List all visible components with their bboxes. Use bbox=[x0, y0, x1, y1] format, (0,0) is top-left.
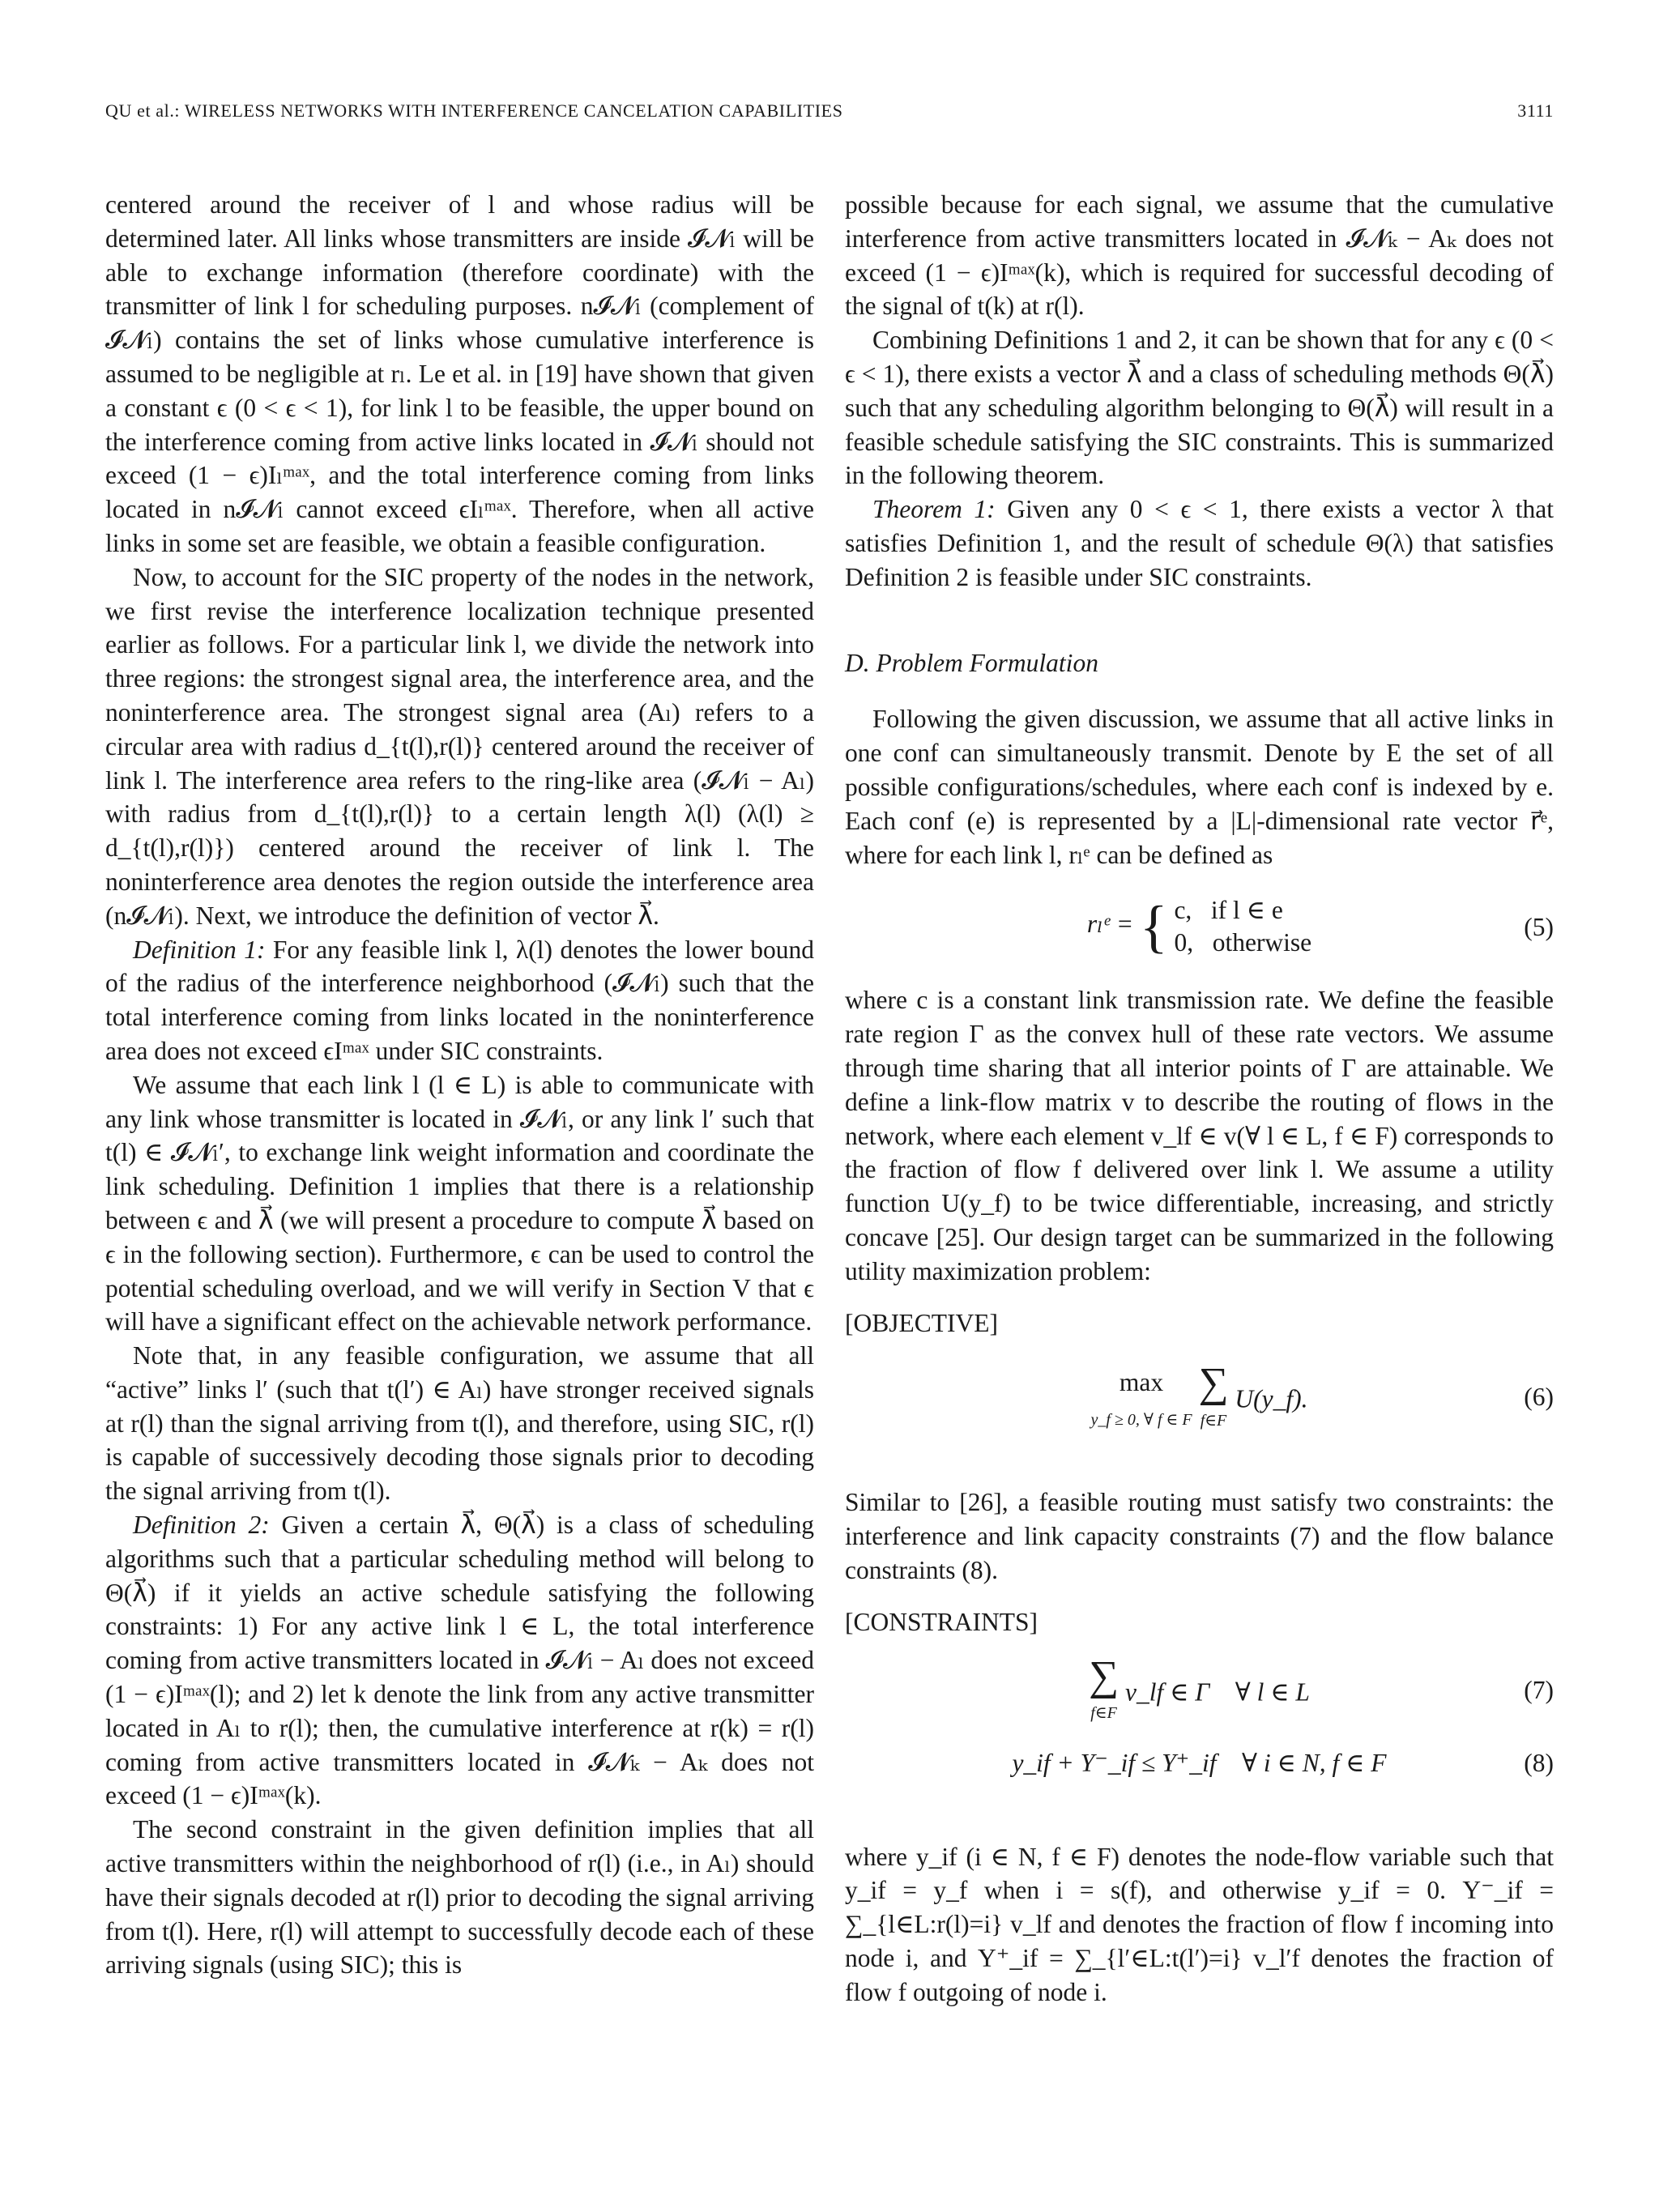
definition-2 bbox=[105, 1508, 814, 1813]
theorem-text: Given any 0 < ϵ < 1, there exists a vector λ that satisfies Definition 1, and the result of schedule Θ(λ) that satisfies Definition 2 is feasible under SIC constraints. bbox=[845, 495, 1554, 591]
equation-number: (8) bbox=[1524, 1748, 1554, 1777]
page-number: 3111 bbox=[1517, 100, 1554, 121]
equation-7 bbox=[845, 1652, 1554, 1738]
equation-number: (7) bbox=[1524, 1675, 1554, 1704]
running-title: QU et al.: WIRELESS NETWORKS WITH INTERFERENCE CANCELATION CAPABILITIES bbox=[105, 100, 843, 121]
definition-text: Given a certain λ⃗, Θ(λ⃗) is a class of scheduling algorithms such that a particular scheduling method will belong to Θ(λ⃗) if it yields an active schedule satisfying the following constraints: 1) For any active link l ∈ L, the total interference coming from active transmitters located in 𝓘𝓝ₗ − Aₗ does not exceed (1 − ϵ)Iᵐᵃˣ(l); and 2) let k denote the link from any active transmitter located in Aₗ to r(l); then, the cumulative interference at r(k) = r(l) coming from active transmitters located in 𝓘𝓝ₖ − Aₖ does not exceed (1 − ϵ)Iᵐᵃˣ(k). bbox=[105, 1511, 814, 1810]
paragraph: Combining Definitions 1 and 2, it can be shown that for any ϵ (0 < ϵ < 1), there exists a vector λ⃗ and a class of scheduling methods Θ(λ⃗) such that any scheduling algorithm belonging to Θ(λ⃗) will result in a feasible schedule satisfying the SIC constraints. This is summarized in the following theorem. bbox=[845, 326, 1554, 490]
running-header bbox=[105, 100, 1554, 130]
equation-number: (6) bbox=[1524, 1383, 1554, 1412]
equation-8 bbox=[845, 1746, 1554, 1782]
paragraph: Now, to account for the SIC property of the nodes in the network, we first revise the interference localization technique presented earlier as follows. For a particular link l, we divide the network into three regions: the strongest signal area, the interference area, and the noninterference area. The strongest signal area (Aₗ) refers to a circular area with radius d_{t(l),r(l)} centered around the receiver of link l. The interference area refers to the ring-like area (𝓘𝓝ₗ − Aₗ) with radius from d_{t(l),r(l)} to a certain length λ(l) (λ(l) ≥ d_{t(l),r(l)}) centered around the receiver of link l. The noninterference area denotes the region outside the interference area (n𝓘𝓝ₗ). Next, we introduce the definition of vector λ⃗. bbox=[105, 562, 814, 930]
definition-text: For any feasible link l, λ(l) denotes the lower bound of the radius of the interference neighborhood (𝓘𝓝ₗ) such that the total interference coming from links located in the noninterference area does not exceed ϵIᵐᵃˣ under SIC constraints. bbox=[105, 935, 815, 1065]
equation-6 bbox=[845, 1360, 1554, 1445]
paragraph: The second constraint in the given definition implies that all active transmitters within the neighborhood of r(l) (i.e., in Aₗ) should have their signals decoded at r(l) prior to decoding the signal arriving from t(l). Here, r(l) will attempt to successfully decode each of these arriving signals (using SIC); this is bbox=[105, 1815, 814, 1980]
sum-symbol: ∑ bbox=[1198, 1360, 1229, 1407]
theorem-label: Theorem 1: bbox=[872, 495, 996, 524]
objective-label: [OBJECTIVE] bbox=[845, 1308, 998, 1337]
equation-lhs: rₗᵉ = bbox=[1086, 910, 1134, 939]
paragraph: where y_if (i ∈ N, f ∈ F) denotes the node-flow variable such that y_if = y_f when i = s(f), and otherwise y_if = 0. Υ⁻_if = ∑_{l∈L:r(l)=i} v_lf and denotes the fraction of flow f incoming into node i, and Υ⁺_if = ∑_{l′∈L:t(l′)=i} v_l′f denotes the fraction of flow f outgoing of node i. bbox=[845, 1842, 1554, 2006]
paragraph: possible because for each signal, we assume that the cumulative interference from active transmitters located in 𝓘𝓝ₖ − Aₖ does not exceed (1 − ϵ)Iᵐᵃˣ(k), which is required for successful decoding of the signal of t(k) at r(l). bbox=[845, 190, 1554, 321]
max-subscript: y_f ≥ 0, ∀ f ∈ F bbox=[1090, 1410, 1192, 1429]
paragraph: Note that, in any feasible configuration, we assume that all “active” links l′ (such that t(l′) ∈ Aₗ) have stronger received signals at r(l) than the signal arriving from t(l), and therefore, using SIC, r(l) is capable of successively decoding those signals prior to decoding the signal arriving from t(l). bbox=[105, 1341, 814, 1506]
paragraph: Similar to [26], a feasible routing must satisfy two constraints: the interference and link capacity constraints (7) and the flow balance constraints (8). bbox=[845, 1488, 1554, 1584]
section-heading: D. Problem Formulation bbox=[845, 648, 1098, 677]
right-column bbox=[845, 188, 1554, 2009]
equation-5 bbox=[845, 894, 1554, 964]
definition-label: Definition 1: bbox=[133, 935, 266, 964]
paragraph: Following the given discussion, we assume that all active links in one conf can simultaneously transmit. Denote by E the set of all possible configurations/schedules, where each conf is indexed by e. Each conf (e) is represented by a |L|-dimensional rate vector r⃗ᵉ, where for each link l, rₗᵉ can be defined as bbox=[845, 705, 1554, 869]
constraints-label: [CONSTRAINTS] bbox=[845, 1607, 1038, 1636]
equation-body: U(y_f). bbox=[1235, 1384, 1308, 1413]
equation-cases: c, if l ∈ e 0, otherwise bbox=[1174, 896, 1312, 957]
equation-number: (5) bbox=[1524, 913, 1554, 942]
definition-1 bbox=[105, 933, 814, 1068]
definition-label: Definition 2: bbox=[133, 1511, 270, 1540]
max-operator: max bbox=[1119, 1367, 1164, 1396]
left-column bbox=[105, 188, 814, 1982]
brace-symbol: { bbox=[1140, 894, 1168, 960]
paragraph: We assume that each link l (l ∈ L) is able to communicate with any link whose transmitter is located in 𝓘𝓝ₗ, or any link l′ such that t(l) ∈ 𝓘𝓝ₗ′, to exchange link weight information and coordinate the link scheduling. Definition 1 implies that there is a relationship between ϵ and λ⃗ (we will present a procedure to compute λ⃗ based on ϵ in the following section). Furthermore, ϵ can be used to control the potential scheduling overload, and we will verify in Section V that ϵ will have a significant effect on the achievable network performance. bbox=[105, 1070, 814, 1336]
equation-body: v_lf ∈ Γ ∀ l ∈ L bbox=[1125, 1677, 1310, 1706]
sum-symbol: ∑ bbox=[1089, 1652, 1120, 1699]
sum-subscript: f∈F bbox=[1090, 1704, 1117, 1723]
equation-body: y_if + Υ⁻_if ≤ Υ⁺_if ∀ i ∈ N, f ∈ F bbox=[1012, 1748, 1387, 1777]
theorem-1 bbox=[845, 492, 1554, 594]
paragraph: where c is a constant link transmission rate. We define the feasible rate region Γ as the convex hull of these rate vectors. We assume through time sharing that all interior points of Γ are attainable. We define a link-flow matrix v to describe the routing of flows in the network, where each element v_lf ∈ v(∀ l ∈ L, f ∈ F) corresponds to the fraction of flow f delivered over link l. We assume a utility function U(y_f) to be twice differentiable, increasing, and strictly concave [25]. Our design target can be summarized in the following utility maximization problem: bbox=[845, 986, 1554, 1285]
sum-subscript: f∈F bbox=[1200, 1411, 1227, 1430]
paragraph: centered around the receiver of l and whose radius will be determined later. All links whose transmitters are inside 𝓘𝓝ₗ will be able to exchange information (therefore coordinate) with the transmitter of link l for scheduling purposes. n𝓘𝓝ₗ (complement of 𝓘𝓝ₗ) contains the set of links whose cumulative interference is assumed to be negligible at rₗ. Le et al. in [19] have shown that given a constant ϵ (0 < ϵ < 1), for link l to be feasible, the upper bound on the interference coming from active links located in 𝓘𝓝ₗ should not exceed (1 − ϵ)Iₗᵐᵃˣ, and the total interference coming from links located in n𝓘𝓝ₗ cannot exceed ϵIₗᵐᵃˣ. Therefore, when all active links in some set are feasible, we obtain a feasible configuration. bbox=[105, 190, 814, 557]
